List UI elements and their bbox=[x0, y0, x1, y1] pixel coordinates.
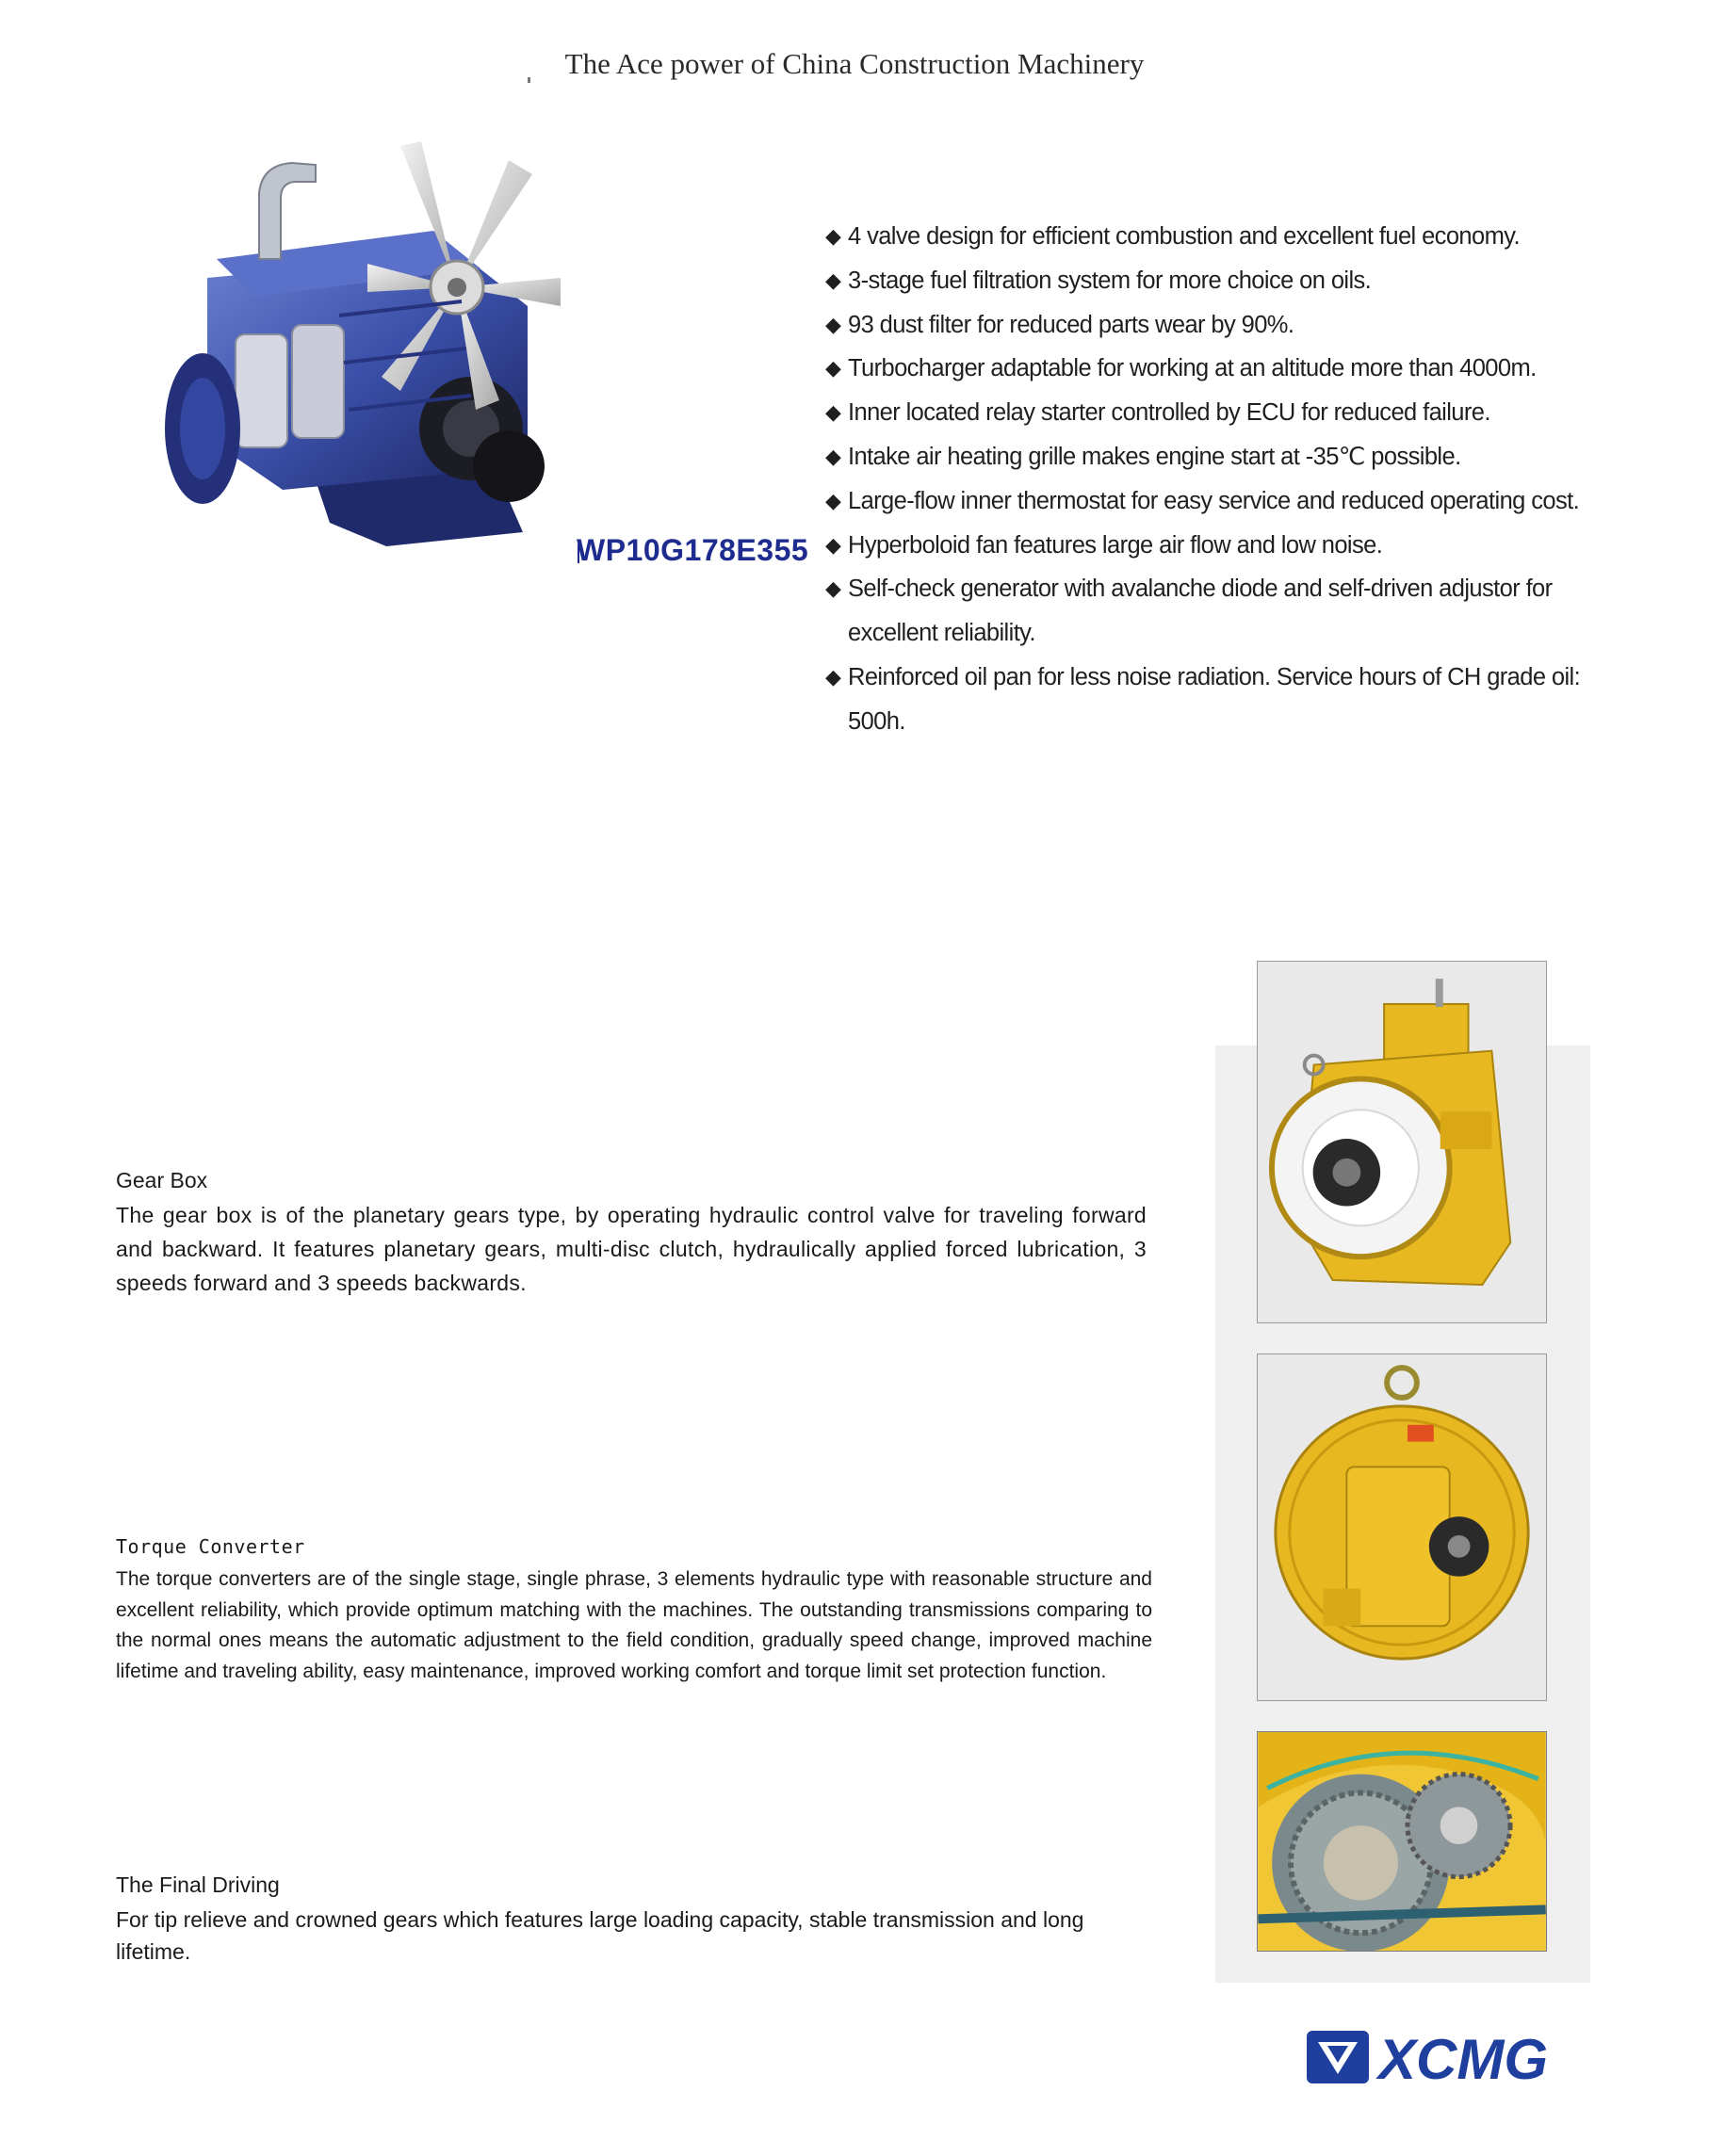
final-driving-description: For tip relieve and crowned gears which features large loading capacity, stable transmission and long lifetime. bbox=[116, 1907, 1084, 1964]
diamond-bullet-icon: ◆ bbox=[825, 444, 841, 468]
diamond-bullet-icon: ◆ bbox=[825, 532, 841, 557]
feature-item: ◆ 4 valve design for efficient combustion and excellent fuel economy. bbox=[825, 215, 1607, 259]
gear-box-description: The gear box is of the planetary gears type, by operating hydraulic control valve for traveling forward and backward. It features planetary gears, multi-disc clutch, hydraulically applied forced lubrication, 3 speeds forward and 3 speeds backwards. bbox=[116, 1203, 1147, 1295]
feature-item: ◆ Intake air heating grille makes engine start at -35℃ possible. bbox=[825, 435, 1607, 479]
diamond-bullet-icon: ◆ bbox=[825, 356, 841, 381]
feature-item: ◆ Reinforced oil pan for less noise radiation. Service hours of CH grade oil: 500h. bbox=[825, 656, 1607, 744]
diamond-bullet-icon: ◆ bbox=[825, 400, 841, 425]
feature-list bbox=[825, 215, 1607, 744]
feature-item: ◆ Inner located relay starter controlled by ECU for reduced failure. bbox=[825, 391, 1607, 435]
engine-model-label: WP10G178E355 bbox=[577, 533, 809, 567]
torque-converter-photo bbox=[1257, 1354, 1547, 1701]
xcmg-logo bbox=[1305, 2025, 1587, 2089]
torque-converter-heading: Torque Converter bbox=[116, 1535, 305, 1558]
feature-item: ◆ Turbocharger adaptable for working at an altitude more than 4000m. bbox=[825, 347, 1607, 391]
diamond-bullet-icon: ◆ bbox=[825, 664, 841, 689]
gear-box-heading: Gear Box bbox=[116, 1168, 208, 1192]
feature-item: ◆ 93 dust filter for reduced parts wear by 90%. bbox=[825, 303, 1607, 348]
diamond-bullet-icon: ◆ bbox=[825, 267, 841, 292]
feature-item: ◆ Large-flow inner thermostat for easy service and reduced operating cost. bbox=[825, 479, 1607, 524]
header-mark bbox=[528, 77, 530, 83]
feature-item: ◆ Self-check generator with avalanche diode and self-driven adjustor for excellent reliability. bbox=[825, 567, 1607, 656]
gearbox-photo bbox=[1257, 961, 1547, 1323]
engine-photo bbox=[151, 127, 678, 570]
page-title: The Ace power of China Construction Machinery bbox=[564, 47, 1145, 80]
torque-converter-description: The torque converters are of the single stage, single phrase, 3 elements hydraulic type with reasonable structure and excellent reliability, which provide optimum matching with the machines. The outstanding transmissions comparing to the normal ones means the automatic adjustment to the field condition, gradually speed change, improved machine lifetime and traveling ability, easy maintenance, improved working comfort and torque limit set protection function. bbox=[116, 1568, 1152, 1682]
svg-text:XCMG: XCMG bbox=[1378, 2028, 1548, 2089]
feature-item: ◆ 3-stage fuel filtration system for more choice on oils. bbox=[825, 259, 1607, 303]
final-driving-heading: The Final Driving bbox=[116, 1872, 280, 1897]
diamond-bullet-icon: ◆ bbox=[825, 488, 841, 512]
final-drive-photo bbox=[1257, 1731, 1547, 1952]
feature-item: ◆ Hyperboloid fan features large air flow and low noise. bbox=[825, 524, 1607, 568]
diamond-bullet-icon: ◆ bbox=[825, 576, 841, 601]
diamond-bullet-icon: ◆ bbox=[825, 312, 841, 336]
diamond-bullet-icon: ◆ bbox=[825, 224, 841, 248]
